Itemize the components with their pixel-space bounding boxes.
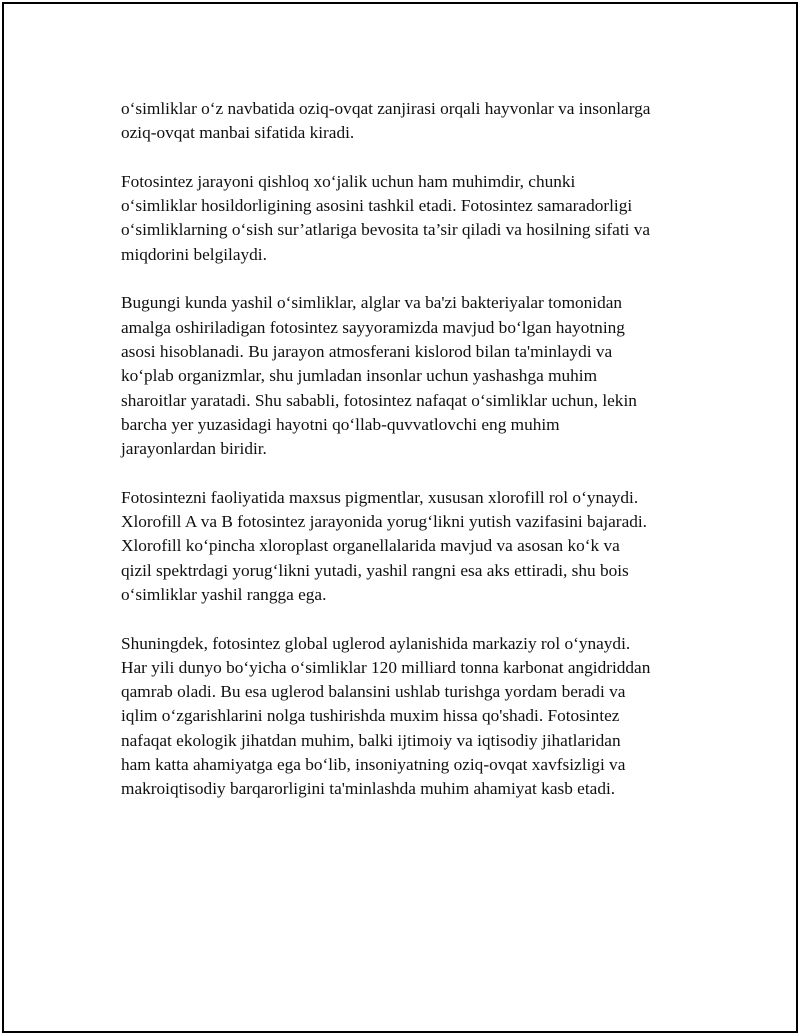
page-frame (2, 2, 798, 1033)
paragraph-4: Fotosintezni faoliyatida maxsus pigmentlar, xususan xlorofill rol o‘ynaydi. Xlorofill A va B fotosintez jarayonida yorug‘likni yutish vazifasini bajaradi. Xlorofill ko‘pincha xloroplast organellalarida mavjud va asosan ko‘k va qizil spektrdagi yorug‘likni yutadi, yashil rangni esa aks ettiradi, shu bois o‘simliklar yashil rangga ega. (121, 487, 647, 604)
paragraph-5: Shuningdek, fotosintez global uglerod aylanishida markaziy rol o‘ynaydi. Har yili dunyo bo‘yicha o‘simliklar 120 milliard tonna karbonat angidriddan qamrab oladi. Bu esa uglerod balansini ushlab turishga yordam beradi va iqlim o‘zgarishlarini nolga tushirishda muxim hissa qo'shadi. Fotosintez nafaqat ekologik jihatdan muhim, balki ijtimoiy va iqtisodiy jihatlaridan ham katta ahamiyatga ega bo‘lib, insoniyatning oziq-ovqat xavfsizligi va makroiqtisodiy barqarorligini ta'minlashda muhim ahamiyat kasb etadi. (121, 633, 651, 799)
document-body (121, 97, 696, 826)
paragraph-1: o‘simliklar o‘z navbatida oziq-ovqat zanjirasi orqali hayvonlar va insonlarga oziq-ovqat manbai sifatida kiradi. (121, 99, 651, 143)
paragraph-3: Bugungi kunda yashil o‘simliklar, alglar va ba'zi bakteriyalar tomonidan amalga oshiriladigan fotosintez sayyoramizda mavjud bo‘lgan hayotning asosi hisoblanadi. Bu jarayon atmosferani kislorod bilan ta'minlaydi va ko‘plab organizmlar, shu jumladan insonlar uchun yashashga muhim sharoitlar yaratadi. Shu sababli, fotosintez nafaqat o‘simliklar uchun, lekin barcha yer yuzasidagi hayotni qo‘llab-quvvatlovchi eng muhim jarayonlardan biridir. (121, 293, 637, 459)
paragraph-2: Fotosintez jarayoni qishloq xo‘jalik uchun ham muhimdir, chunki o‘simliklar hosildorligining asosini tashkil etadi. Fotosintez samaradorligi o‘simliklarning o‘sish sur’atlariga bevosita ta’sir qiladi va hosilning sifati va miqdorini belgilaydi. (121, 171, 651, 264)
